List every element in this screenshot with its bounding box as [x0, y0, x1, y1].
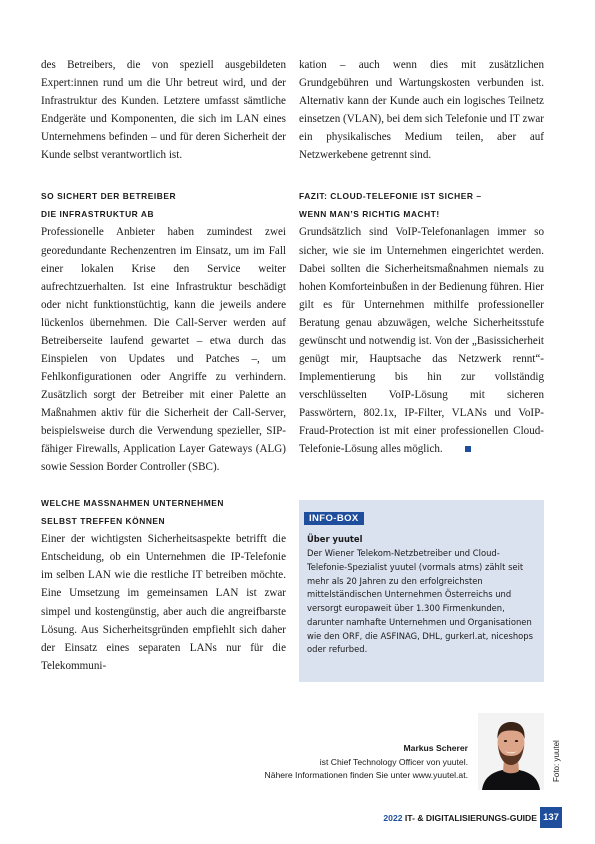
end-of-article-square-icon [465, 446, 471, 452]
continuation-paragraph: kation – auch wenn dies mit zusätzlichen Grundgebühren und Wartungskosten verbunden ist. Alternativ kann der Kunde auch ein logisches Teilnetz einsetzen (VLAN), bei dem sich Telefonie und IT zwar ein physikalisches Medium teilen, aber auf Netzwerkebene getrennt sind. [299, 59, 544, 162]
intro-paragraph: des Betreibers, die von speziell ausgebildeten Expert:innen rund um die Uhr betreut wird, und der Infrastruktur des Kunden. Letztere umfasst sämtliche Endgeräte und Komponenten, die sich im LAN eines Unternehmens befinden – und für deren Sicherheit der Kunde selbst verantwortlich ist. [41, 59, 286, 162]
footer-guide-title [383, 813, 537, 823]
infrastructure-paragraph: Professionelle Anbieter haben zumindest zwei georedundante Rechenzentren im Einsatz, um im Fall einer lokalen Krise den Service weiter aufrechtzuerhalten. Ist eine Infrastruktur beschädigt oder nicht funktionstüchtig, kann die jeweils andere lückenlos übernehmen. Die Call-Server werden auf Betreiberseite laufend gewartet – etwa durch das Einspielen von Updates und Patches –, um Fehlkonfigurationen oder Angriffe zu verhindern. Zusätzlich sorgt der Betreiber mit einer Palette an Maßnahmen aktiv für die Sicherheit der Call-Server, beispielsweise durch die Verwendung spezieller, SIP-fähiger Firewalls, Application Layer Gateways (ALG) sowie Session Border Controller (SBC). [41, 226, 286, 474]
section-heading-fazit [299, 188, 544, 223]
info-box-text: Der Wiener Telekom-Netzbetreiber und Cloud-Telefonie-Spezialist yuutel (vormals atms) zählt seit mehr als 20 Jahren zu den erfolgreichsten mittelständischen Unternehmen Österreichs und versorgt europaweit über 1.300 Firmenkunden, darunter namhafte Unternehmen und Organisationen wie den ORF, die ASFINAG, DHL, gurkerl.at, niceshops oder refurbed. [307, 548, 533, 655]
page-number: 137 [540, 807, 562, 828]
section-heading-infrastructure [41, 188, 286, 223]
fazit-paragraph [299, 223, 544, 458]
footer-year: 2022 [383, 813, 403, 823]
section-heading-line: SO SICHERT DER BETREIBER [41, 191, 177, 202]
section-heading-line: WELCHE MASSNAHMEN UNTERNEHMEN [41, 498, 224, 509]
right-column [299, 56, 544, 458]
author-role: ist Chief Technology Officer von yuutel. [319, 757, 468, 767]
author-portrait [478, 713, 544, 790]
section-heading-line: FAZIT: CLOUD-TELEFONIE IST SICHER – [299, 191, 482, 202]
photo-credit: Foto: yuutel [552, 740, 561, 782]
section-heading-measures [41, 495, 286, 530]
measures-paragraph: Einer der wichtigsten Sicherheitsaspekte betrifft die Entscheidung, ob ein Unternehmen die IP-Telefonie im selben LAN wie die restliche IT betreiben möchte. Eine Umsetzung im gemeinsamen LAN ist zwar simpel und kostengünstig, aber auch die angreifbarste Lösung. Aus Sicherheitsgründen empfiehlt sich daher der Einsatz eines separaten LANs nur für die Telekommuni- [41, 533, 286, 672]
info-box-label: INFO-BOX [304, 512, 364, 525]
footer-guide-label: IT- & DIGITALISIERUNGS-GUIDE [404, 813, 537, 823]
author-name: Markus Scherer [403, 743, 468, 753]
section-heading-line: WENN MAN’S RICHTIG MACHT! [299, 208, 440, 219]
fazit-text: Grundsätzlich sind VoIP-Telefonanlagen immer so sicher, wie sie im Unternehmen eingerichtet werden. Dabei sollten die Sicherheitsmaßnahmen niemals zu hohen Komforteinbußen in der Bedienung führen. Hier gilt es für Unternehmen mithilfe professioneller Beratung genau abzuwägen, welche Sicherheitsstufe gewünscht und notwendig ist. Von der „Basissicherheit genügt mir, Hauptsache das Netzwerk rennt“-Implementierung bis hin zur vollständig verschlüsselten VoIP-Lösung mit sicheren Passwörtern, 802.1x, IP-Filter, VLANs und VoIP-Fraud-Protection ist mit einer professionellen Cloud-Telefonie-Lösung alles möglich. [299, 226, 544, 456]
author-more-info: Nähere Informationen finden Sie unter www.yuutel.at. [264, 770, 468, 780]
left-column [41, 56, 286, 675]
section-heading-line: SELBST TREFFEN KÖNNEN [41, 515, 166, 526]
info-box-title: Über yuutel [307, 534, 363, 544]
portrait-illustration [478, 713, 544, 790]
section-heading-line: DIE INFRASTRUKTUR AB [41, 208, 155, 219]
info-box [299, 500, 544, 682]
